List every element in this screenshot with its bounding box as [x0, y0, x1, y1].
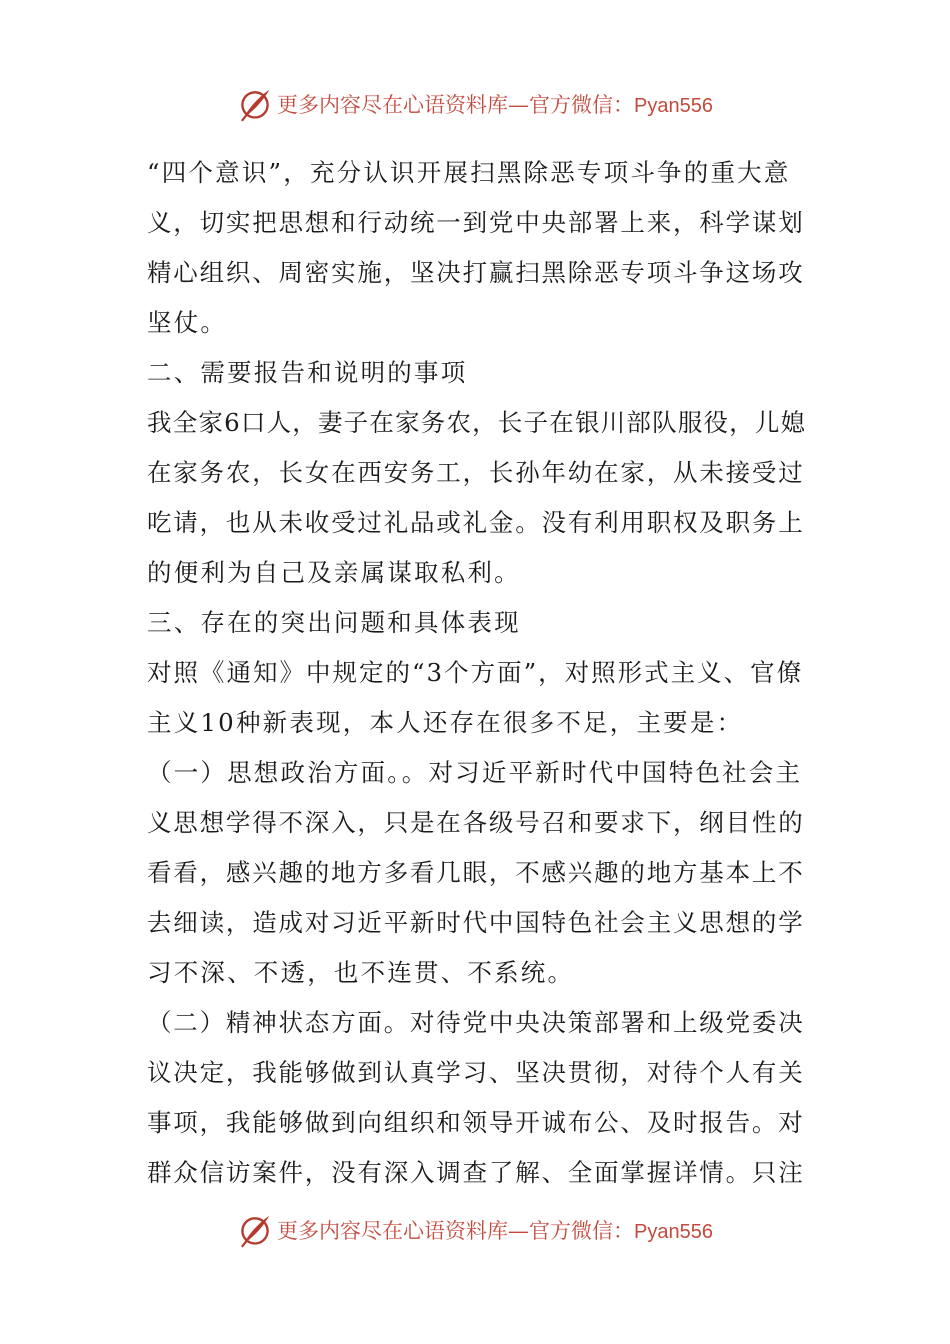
footer-watermark	[0, 1210, 950, 1250]
text-line: （一）思想政治方面。。对习近平新时代中国特色社会主	[147, 758, 803, 787]
text-line: 吃请，也从未收受过礼品或礼金。没有利用职权及职务上	[147, 508, 805, 537]
wechat-id: Pyan556	[634, 1221, 713, 1243]
text-line: （二）精神状态方面。对待党中央决策部署和上级党委决	[147, 1008, 805, 1037]
text-line: 义思想学得不深入，只是在各级号召和要求下，纲目性的	[147, 808, 805, 837]
text-line: 我全家6口人，妻子在家务农，长子在银川部队服役，儿媳	[147, 408, 807, 437]
header-watermark	[0, 84, 950, 124]
section-heading: 二、需要报告和说明的事项	[147, 358, 468, 387]
section-heading: 三、存在的突出问题和具体表现	[147, 608, 521, 637]
text-line: 坚仗。	[147, 308, 228, 337]
text-line: 的便利为自己及亲属谋取私利。	[147, 558, 521, 587]
text-line: 群众信访案件，没有深入调查了解、全面掌握详情。只注	[147, 1158, 805, 1187]
watermark-text: 更多内容尽在心语资料库—官方微信：Pyan556	[277, 1219, 713, 1243]
quill-logo-icon	[237, 1212, 273, 1248]
text-line: 去细读，造成对习近平新时代中国特色社会主义思想的学	[147, 908, 805, 937]
text-line: 议决定，我能够做到认真学习、坚决贯彻，对待个人有关	[147, 1058, 805, 1087]
text-line: 习不深、不透，也不连贯、不系统。	[147, 958, 575, 987]
text-line: 主义10种新表现，本人还存在很多不足，主要是：	[147, 708, 744, 737]
quill-logo-icon	[237, 86, 273, 122]
text-line: 在家务农，长女在西安务工，长孙年幼在家，从未接受过	[147, 458, 805, 487]
text-line: “四个意识”，充分认识开展扫黑除恶专项斗争的重大意	[147, 158, 791, 187]
text-line: 义，切实把思想和行动统一到党中央部署上来，科学谋划	[147, 208, 805, 237]
text-line: 对照《通知》中规定的“3个方面”，对照形式主义、官僚	[147, 658, 804, 687]
text-line: 事项，我能够做到向组织和领导开诚布公、及时报告。对	[147, 1108, 805, 1137]
document-body	[147, 148, 807, 1198]
watermark-text: 更多内容尽在心语资料库—官方微信：Pyan556	[277, 93, 713, 117]
text-line: 看看，感兴趣的地方多看几眼，不感兴趣的地方基本上不	[147, 858, 805, 887]
text-line: 精心组织、周密实施，坚决打赢扫黑除恶专项斗争这场攻	[147, 258, 805, 287]
wechat-id: Pyan556	[634, 95, 713, 117]
